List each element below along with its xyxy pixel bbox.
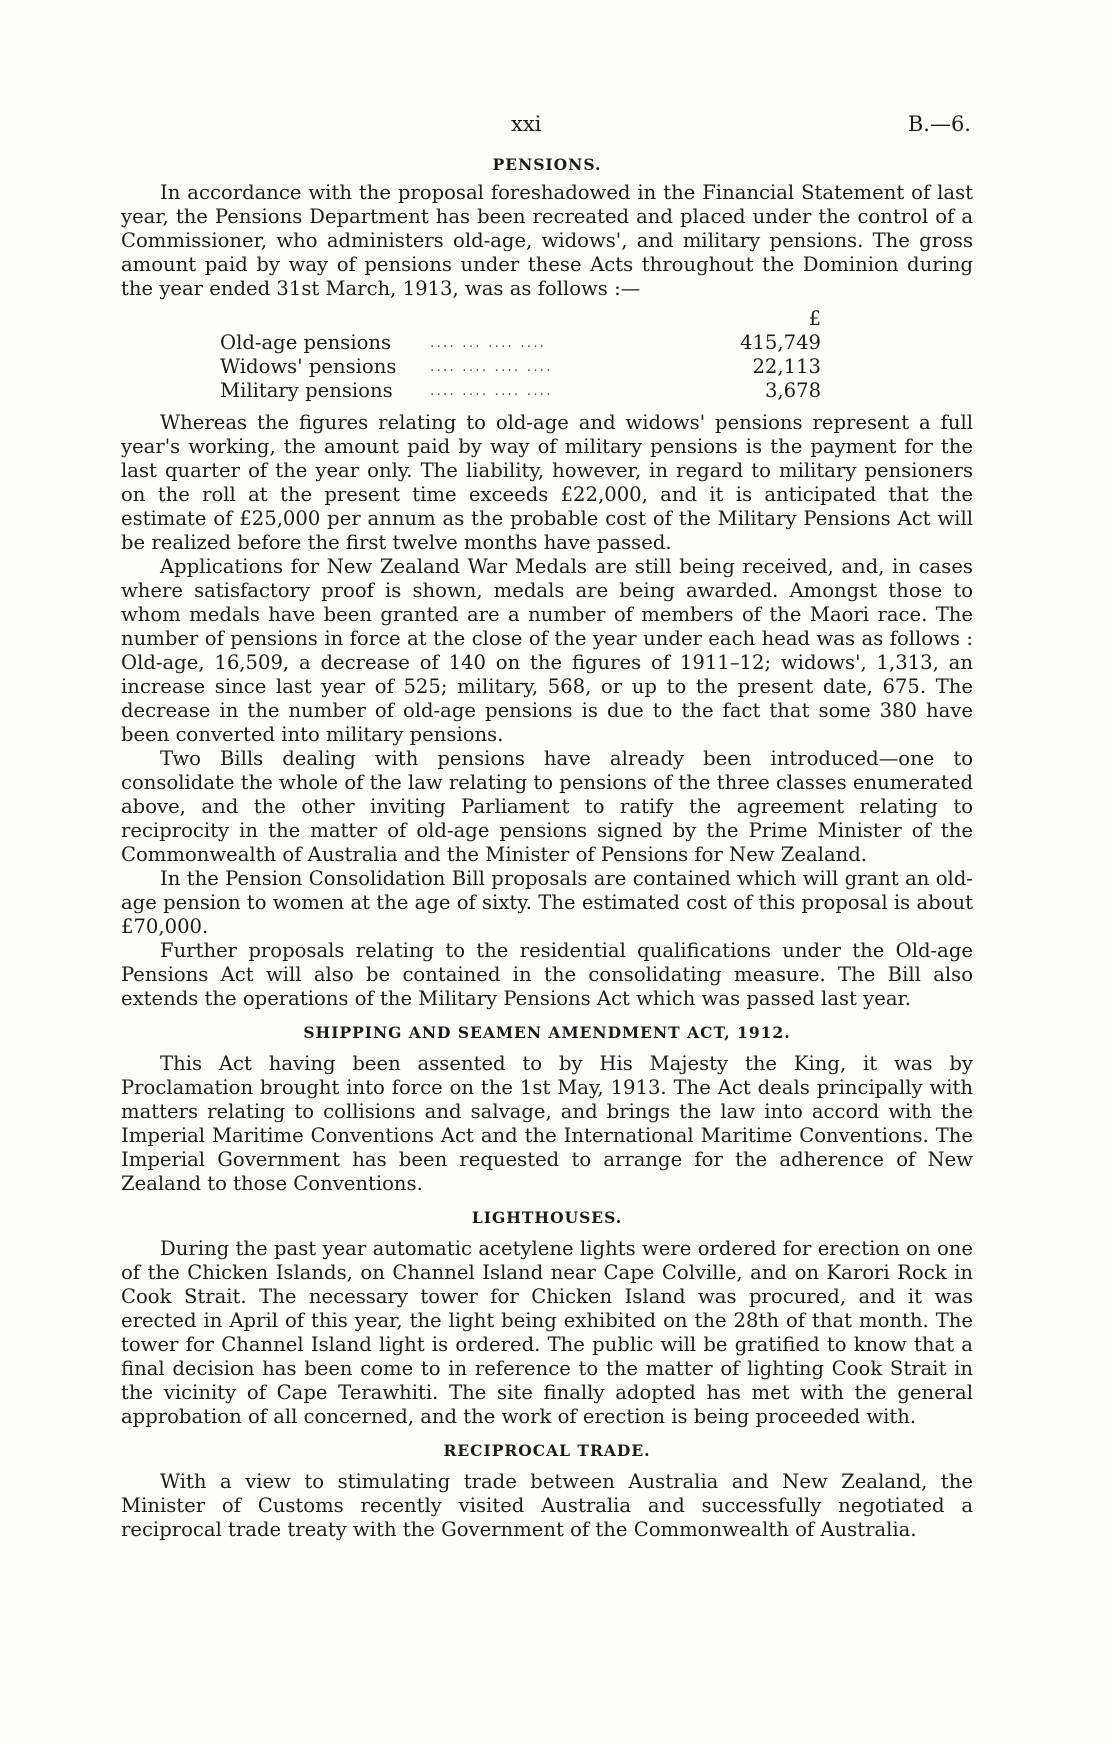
leader-dots: .... .... .... .... (430, 383, 553, 399)
section-shipping (121, 1023, 973, 1196)
pension-amount: 22,113 (752, 355, 822, 378)
pensions-table (220, 307, 821, 403)
pension-type: Military pensions (220, 379, 393, 402)
section-heading-reciprocal-trade: RECIPROCAL TRADE. (443, 1441, 651, 1460)
pension-amount: 3,678 (764, 379, 822, 402)
section-heading-lighthouses: LIGHTHOUSES. (471, 1208, 623, 1227)
section-lighthouses (121, 1208, 973, 1429)
page-number: xxi (511, 112, 542, 136)
paragraph: With a view to stimulating trade between Australia and New Zealand, the Minister of Customs recently visited Australia and successfully negotiated a reciprocal trade treaty with the Government of the Commonwealth of Australia. (121, 1470, 973, 1541)
table-row (220, 379, 821, 403)
section-reciprocal-trade (121, 1441, 973, 1542)
table-header-row (220, 307, 821, 331)
paragraph: Two Bills dealing with pensions have already been introduced—one to consolidate the whole of the law relating to pensions of the three classes enumerated above, and the other inviting Parliament to ratify the agreement relating to reciprocity in the matter of old-age pensions signed by the Prime Minister of the Commonwealth of Australia and the Minister of Pensions for New Zealand. (121, 747, 973, 866)
paragraph: In the Pension Consolidation Bill proposals are contained which will grant an old-age pension to women at the age of sixty. The estimated cost of this proposal is about £70,000. (121, 867, 973, 938)
section-pensions (121, 155, 973, 1011)
section-heading-pensions: PENSIONS. (492, 155, 602, 174)
currency-unit: £ (808, 307, 822, 330)
paragraph: During the past year automatic acetylene lights were ordered for erection on one of the Chicken Islands, on Channel Island near Cape Colville, and on Karori Rock in Cook Strait. The necessary tower for Chicken Island was procured, and it was erected in April of this year, the light being exhibited on the 28th of that month. The tower for Channel Island light is ordered. The public will be gratified to know that a final decision has been come to in reference to the matter of lighting Cook Strait in the vicinity of Cape Terawhiti. The site finally adopted has met with the general approbation of all concerned, and the work of erection is being proceeded with. (121, 1237, 973, 1428)
paragraph: Applications for New Zealand War Medals are still being received, and, in cases where satisfactory proof is shown, medals are being awarded. Amongst those to whom medals have been granted are a number of members of the Maori race. The number of pensions in force at the close of the year under each head was as follows : Old-age, 16,509, a decrease of 140 on the figures of 1911–12; widows', 1,313, an increase since last year of 525; military, 568, or up to the present date, 675. The decrease in the number of old-age pensions is due to the fact that some 380 have been converted into military pensions. (121, 555, 973, 746)
page-reference: B.—6. (907, 112, 971, 136)
leader-dots: .... .... .... .... (430, 359, 553, 375)
pension-type: Widows' pensions (220, 355, 397, 378)
paragraph: Further proposals relating to the residential qualifications under the Old-age Pensions Act will also be contained in the consolidating measure. The Bill also extends the operations of the Military Pensions Act which was passed last year. (121, 939, 973, 1010)
page-content (121, 155, 973, 1542)
page-header (0, 112, 1114, 142)
paragraph: This Act having been assented to by His Majesty the King, it was by Proclamation brought into force on the 1st May, 1913. The Act deals principally with matters relating to collisions and salvage, and brings the law into accord with the Imperial Maritime Conventions Act and the International Maritime Conventions. The Imperial Government has been requested to arrange for the adherence of New Zealand to those Conventions. (121, 1052, 973, 1195)
section-heading-shipping: SHIPPING AND SEAMEN AMENDMENT ACT, 1912. (303, 1023, 791, 1042)
paragraph: Whereas the figures relating to old-age and widows' pensions represent a full year's working, the amount paid by way of military pensions is the payment for the last quarter of the year only. The liability, however, in regard to military pensioners on the roll at the present time exceeds £22,000, and it is anticipated that the estimate of £25,000 per annum as the probable cost of the Military Pensions Act will be realized before the first twelve months have passed. (121, 411, 973, 554)
leader-dots: .... ... .... .... (430, 335, 547, 351)
paragraph: In accordance with the proposal foreshadowed in the Financial Statement of last year, the Pensions Department has been recreated and placed under the control of a Commissioner, who administers old-age, widows', and military pensions. The gross amount paid by way of pensions under these Acts throughout the Dominion during the year ended 31st March, 1913, was as follows :— (121, 181, 973, 300)
table-row (220, 355, 821, 379)
pension-type: Old-age pensions (220, 331, 392, 354)
table-row (220, 331, 821, 355)
pension-amount: 415,749 (740, 331, 822, 354)
